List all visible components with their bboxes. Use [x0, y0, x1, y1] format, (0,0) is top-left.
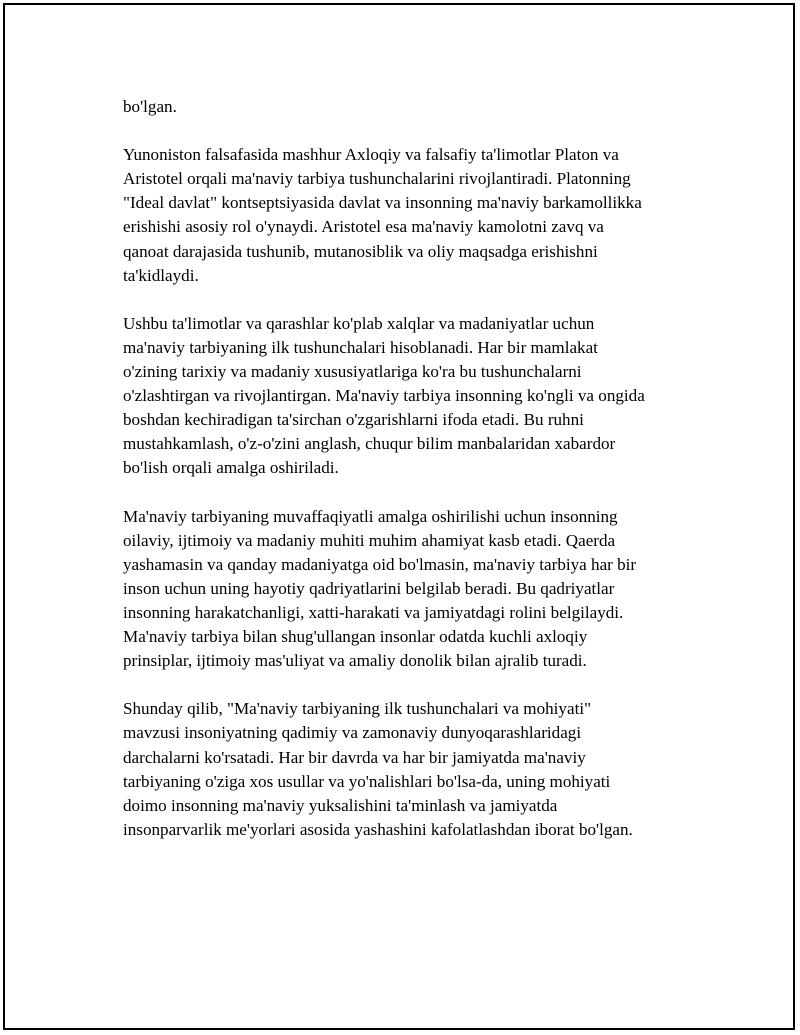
paragraph-line: Ushbu ta'limotlar va qarashlar ko'plab xalqlar va madaniyatlar uchun	[123, 313, 595, 333]
paragraph-line: Ma'naviy tarbiya bilan shug'ullangan insonlar odatda kuchli axloqiy	[123, 627, 588, 647]
paragraph-line: Yunoniston falsafasida mashhur Axloqiy va falsafiy ta'limotlar Platon va	[123, 145, 619, 165]
paragraph-line: tarbiyaning o'ziga xos usullar va yo'nalishlari bo'lsa-da, uning mohiyati	[123, 771, 611, 791]
paragraph-line: erishishi asosiy rol o'ynaydi. Aristotel esa ma'naviy kamolotni zavq va	[123, 217, 604, 237]
paragraph-3	[123, 312, 703, 481]
page-frame	[3, 3, 795, 1030]
paragraph-line: Ma'naviy tarbiyaning muvaffaqiyatli amalga oshirilishi uchun insonning	[123, 506, 618, 526]
paragraph-line: mustahkamlash, o'z-o'zini anglash, chuqur bilim manbalaridan xabardor	[123, 434, 616, 454]
paragraph-line: inson uchun uning hayotiy qadriyatlarini belgilab beradi. Bu qadriyatlar	[123, 578, 615, 598]
paragraph-line: bo'lish orqali amalga oshiriladi.	[123, 458, 339, 478]
paragraph-line: mavzusi insoniyatning qadimiy va zamonaviy dunyoqarashlaridagi	[123, 723, 582, 743]
paragraph-1	[123, 95, 703, 119]
paragraph-line: prinsiplar, ijtimoiy mas'uliyat va amaliy donolik bilan ajralib turadi.	[123, 651, 587, 671]
paragraph-line: bo'lgan.	[123, 97, 177, 116]
paragraph-4	[123, 505, 703, 674]
paragraph-line: doimo insonning ma'naviy yuksalishini ta'minlash va jamiyatda	[123, 795, 558, 815]
paragraph-line: ma'naviy tarbiyaning ilk tushunchalari hisoblanadi. Har bir mamlakat	[123, 337, 598, 357]
paragraph-line: o'zining tarixiy va madaniy xususiyatlariga ko'ra bu tushunchalarni	[123, 362, 582, 382]
paragraph-line: "Ideal davlat" kontseptsiyasida davlat va insonning ma'naviy barkamollikka	[123, 193, 642, 213]
paragraph-line: Shunday qilib, "Ma'naviy tarbiyaning ilk tushunchalari va mohiyati"	[123, 699, 592, 719]
paragraph-line: insonning harakatchanligi, xatti-harakati va jamiyatdagi rolini belgilaydi.	[123, 602, 624, 622]
paragraph-line: insonparvarlik me'yorlari asosida yashashini kafolatlashdan iborat bo'lgan.	[123, 819, 633, 839]
paragraph-line: Aristotel orqali ma'naviy tarbiya tushunchalarini rivojlantiradi. Platonning	[123, 169, 631, 189]
paragraph-2	[123, 143, 703, 288]
paragraph-line: ta'kidlaydi.	[123, 265, 199, 285]
paragraph-line: boshdan kechiradigan ta'sirchan o'zgarishlarni ifoda etadi. Bu ruhni	[123, 410, 584, 430]
paragraph-line: yashamasin va qanday madaniyatga oid bo'lmasin, ma'naviy tarbiya har bir	[123, 554, 637, 574]
paragraph-line: o'zlashtirgan va rivojlantirgan. Ma'naviy tarbiya insonning ko'ngli va ongida	[123, 386, 645, 406]
paragraph-5	[123, 697, 703, 842]
paragraph-line: oilaviy, ijtimoiy va madaniy muhiti muhim ahamiyat kasb etadi. Qaerda	[123, 530, 616, 550]
paragraph-line: darchalarni ko'rsatadi. Har bir davrda va har bir jamiyatda ma'naviy	[123, 747, 586, 767]
paragraph-line: qanoat darajasida tushunib, mutanosiblik va oliy maqsadga erishishni	[123, 241, 598, 261]
document-body	[123, 95, 703, 866]
